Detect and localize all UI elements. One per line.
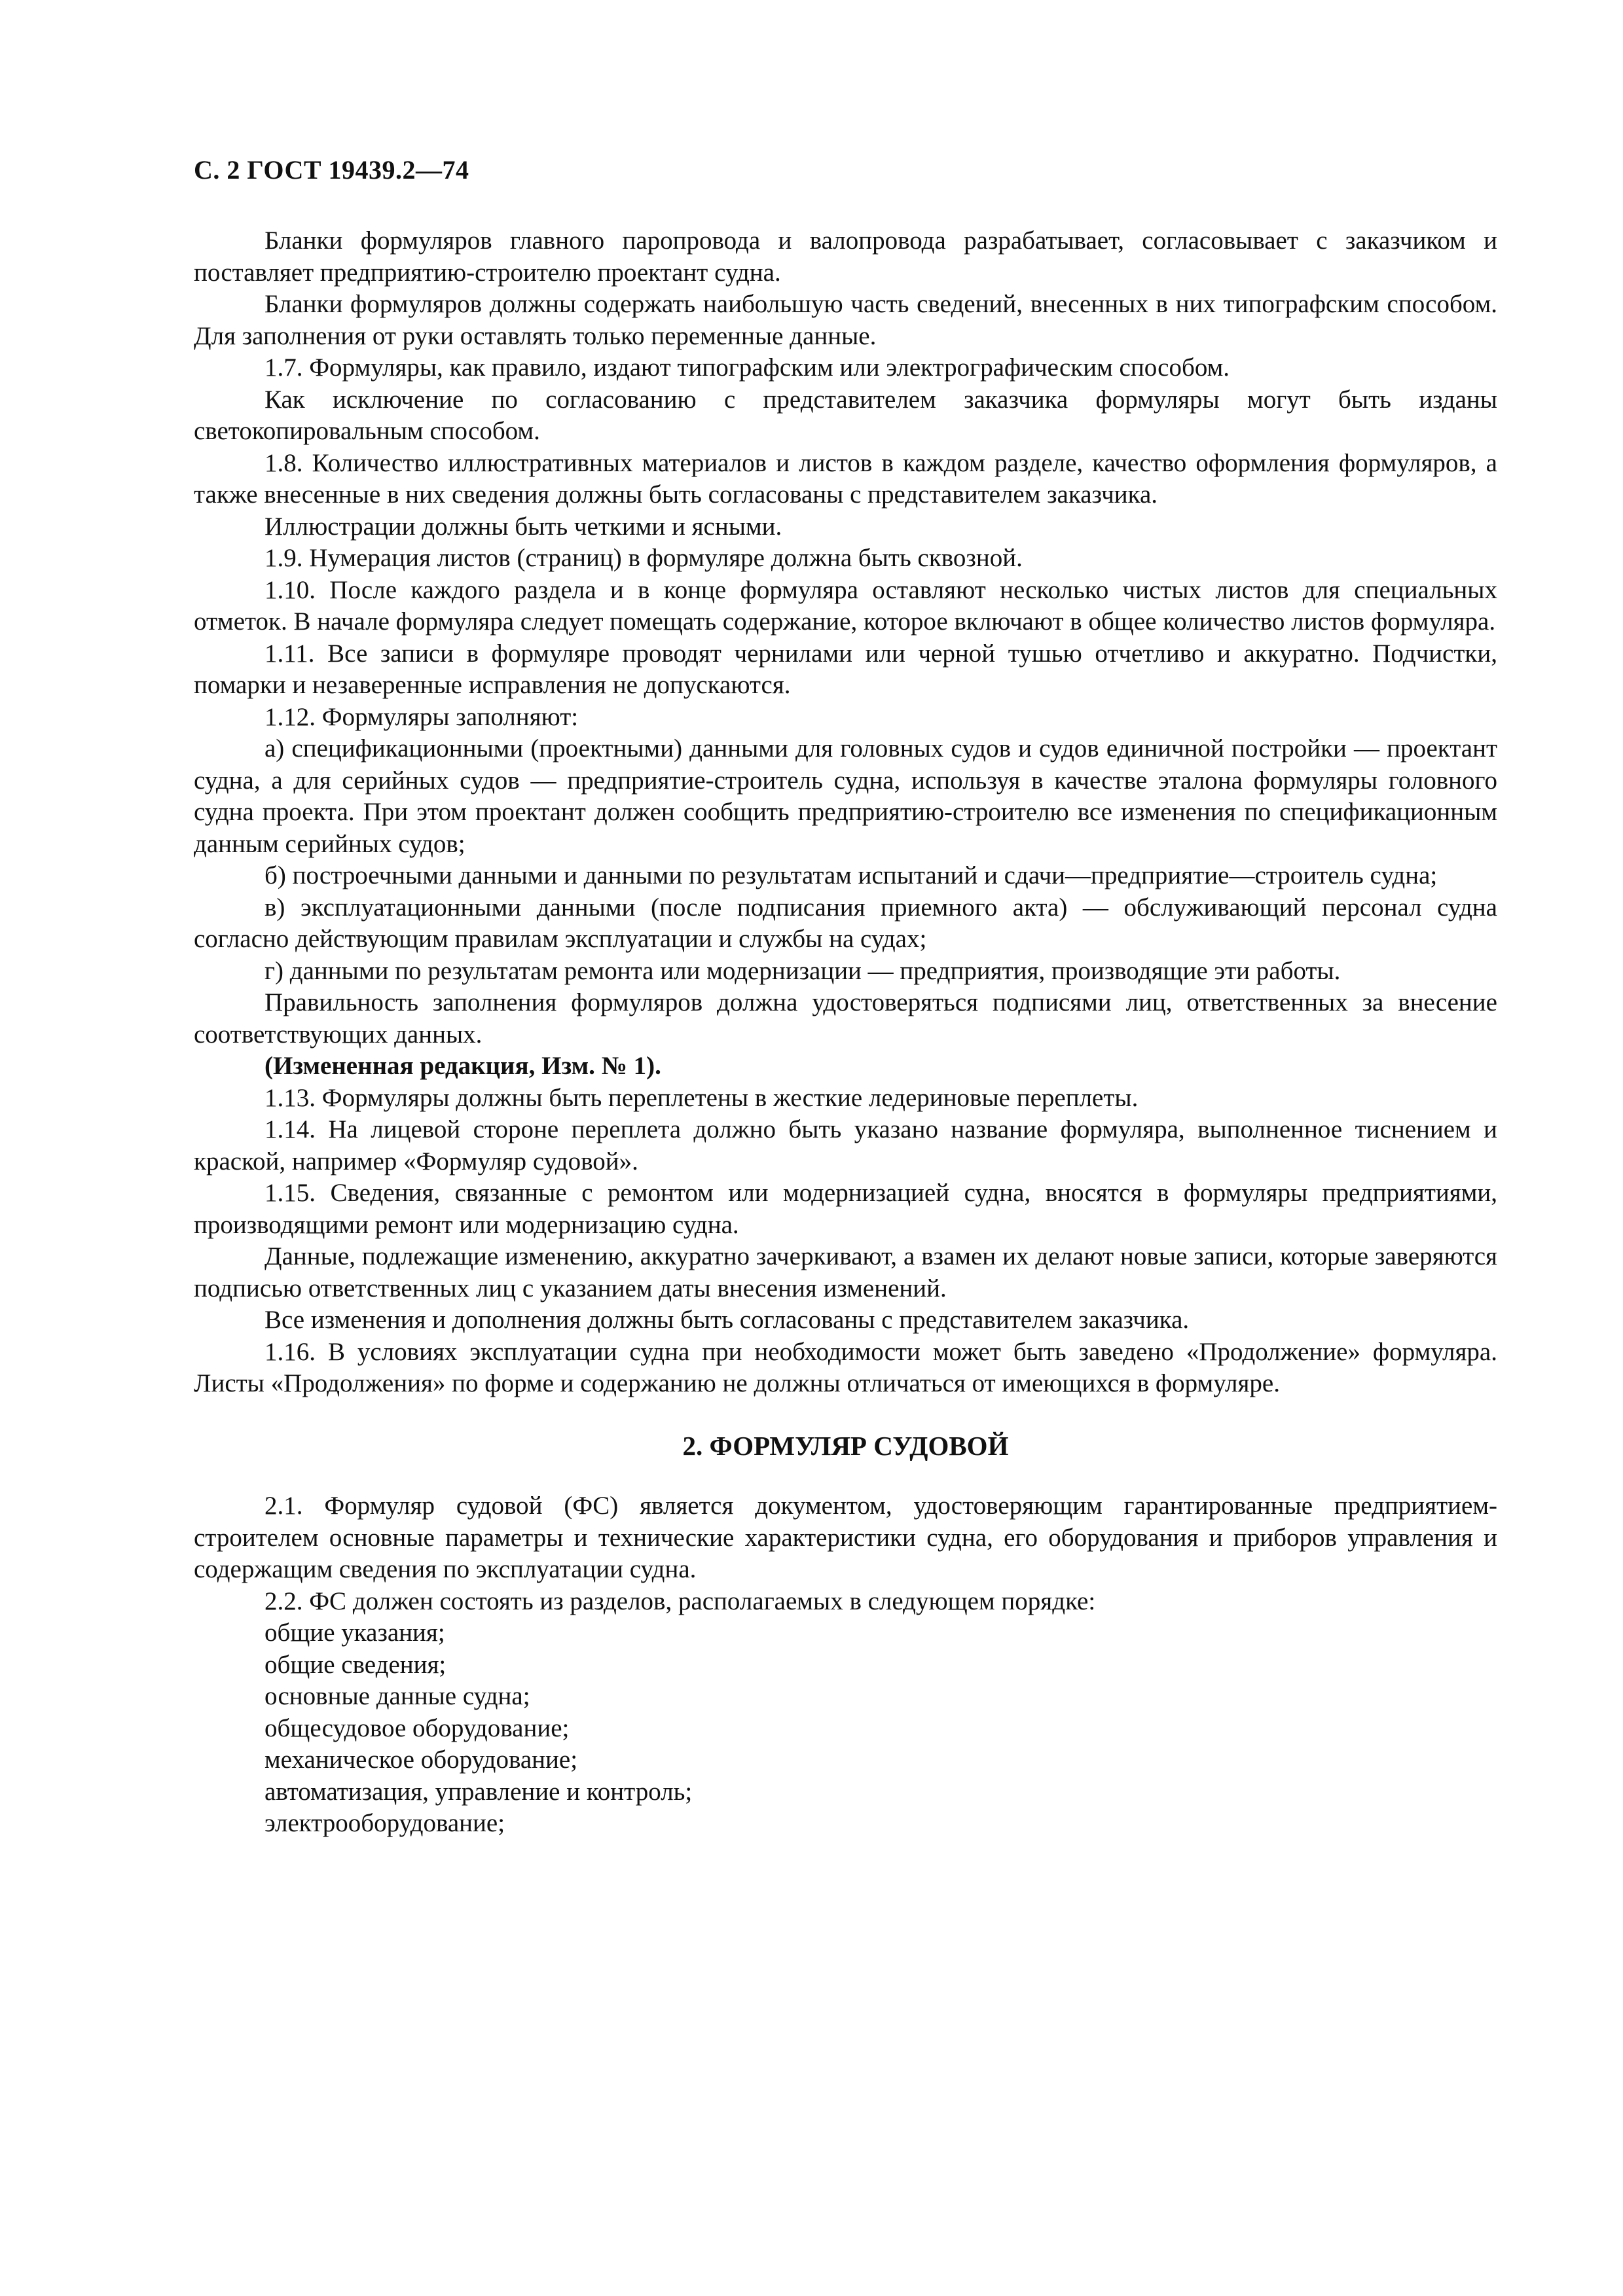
paragraph: Правильность заполнения формуляров должна удостоверяться подписями лиц, ответственных за внесение соответствующих данных. [194,988,1497,1049]
paragraph-2-2: 2.2. ФС должен состоять из разделов, располагаемых в следующем порядке: [264,1587,1096,1615]
list-item-v: в) эксплуатационными данными (после подписания приемного акта) — обслуживающий персонал судна согласно действующим правилам эксплуатации и службы на судах; [194,893,1497,953]
paragraph-1-8: 1.8. Количество иллюстративных материалов и листов в каждом разделе, качество оформления формуляров, а также внесенные в них сведения должны быть согласованы с представителем заказчика. [194,448,1497,509]
paragraph-1-15: 1.15. Сведения, связанные с ремонтом или модернизацией судна, вносятся в формуляры предприятиями, производящими ремонт или модернизацию судна. [194,1179,1497,1239]
section-title: 2. ФОРМУЛЯР СУДОВОЙ [682,1430,1009,1461]
section-list-item: автоматизация, управление и контроль; [264,1777,693,1806]
paragraph: Бланки формуляров главного паропровода и валопровода разрабатывает, согласовывает с заказчиком и поставляет предприятию-строителю проектант судна. [194,226,1497,287]
paragraph: Данные, подлежащие изменению, аккуратно зачеркивают, а взамен их делают новые записи, которые заверяются подписью ответственных лиц с указанием даты внесения изменений. [194,1242,1497,1302]
list-item-b: б) построечными данными и данными по результатам испытаний и сдачи—предприятие—строитель судна; [264,861,1438,889]
paragraph: Бланки формуляров должны содержать наибольшую часть сведений, внесенных в них типографским способом. Для заполнения от руки оставлять только переменные данные. [194,290,1497,350]
section-list-item: общесудовое оборудование; [264,1713,570,1742]
paragraph: Все изменения и дополнения должны быть согласованы с представителем заказчика. [264,1306,1190,1334]
paragraph-1-14: 1.14. На лицевой стороне переплета должно быть указано название формуляра, выполненное тиснением и краской, например «Формуляр судовой». [194,1115,1497,1175]
list-item-a: а) спецификационными (проектными) данными для головных судов и судов единичной постройки — проектант судна, а для серийных судов — предприятие-строитель судна, используя в качестве эталона формуляры головного судна проекта. При этом проектант должен сообщить предприятию-строителю все изменения по спецификационным данным серийных судов; [194,734,1497,858]
section-list-item: общие указания; [264,1619,445,1647]
paragraph-1-13: 1.13. Формуляры должны быть переплетены в жесткие ледериновые переплеты. [264,1083,1139,1112]
amendment-note: (Измененная редакция, Изм. № 1). [264,1052,661,1080]
document-body [194,225,1497,1840]
paragraph: Иллюстрации должны быть четкими и ясными. [264,512,782,541]
list-item-g: г) данными по результатам ремонта или модернизации — предприятия, производящие эти работы. [264,956,1341,985]
paragraph-1-16: 1.16. В условиях эксплуатации судна при необходимости может быть заведено «Продолжение» формуляра. Листы «Продолжения» по форме и содержанию не должны отличаться от имеющихся в формуляре. [194,1337,1497,1397]
page-header: С. 2 ГОСТ 19439.2—74 [194,155,469,185]
section-list-item: основные данные судна; [264,1682,530,1710]
section-list-item: общие сведения; [264,1650,447,1679]
paragraph-2-1: 2.1. Формуляр судовой (ФС) является документом, удостоверяющим гарантированные предприятием-строителем основные параметры и технические характеристики судна, его оборудования и приборов управления и содержащим сведения по эксплуатации судна. [194,1492,1497,1583]
paragraph-1-12: 1.12. Формуляры заполняют: [264,702,579,731]
paragraph-1-7: 1.7. Формуляры, как правило, издают типографским или электрографическим способом. [264,353,1230,382]
paragraph: Как исключение по согласованию с представителем заказчика формуляры могут быть изданы светокопировальным способом. [194,385,1497,445]
paragraph-1-11: 1.11. Все записи в формуляре проводят чернилами или черной тушью отчетливо и аккуратно. Подчистки, помарки и незаверенные исправления не допускаются. [194,639,1497,699]
paragraph-1-9: 1.9. Нумерация листов (страниц) в формуляре должна быть сквозной. [264,544,1023,572]
section-list-item: механическое оборудование; [264,1746,578,1774]
section-list-item: электрооборудование; [264,1809,505,1837]
paragraph-1-10: 1.10. После каждого раздела и в конце формуляра оставляют несколько чистых листов для специальных отметок. В начале формуляра следует помещать содержание, которое включают в общее количество листов формуляра. [194,575,1497,636]
